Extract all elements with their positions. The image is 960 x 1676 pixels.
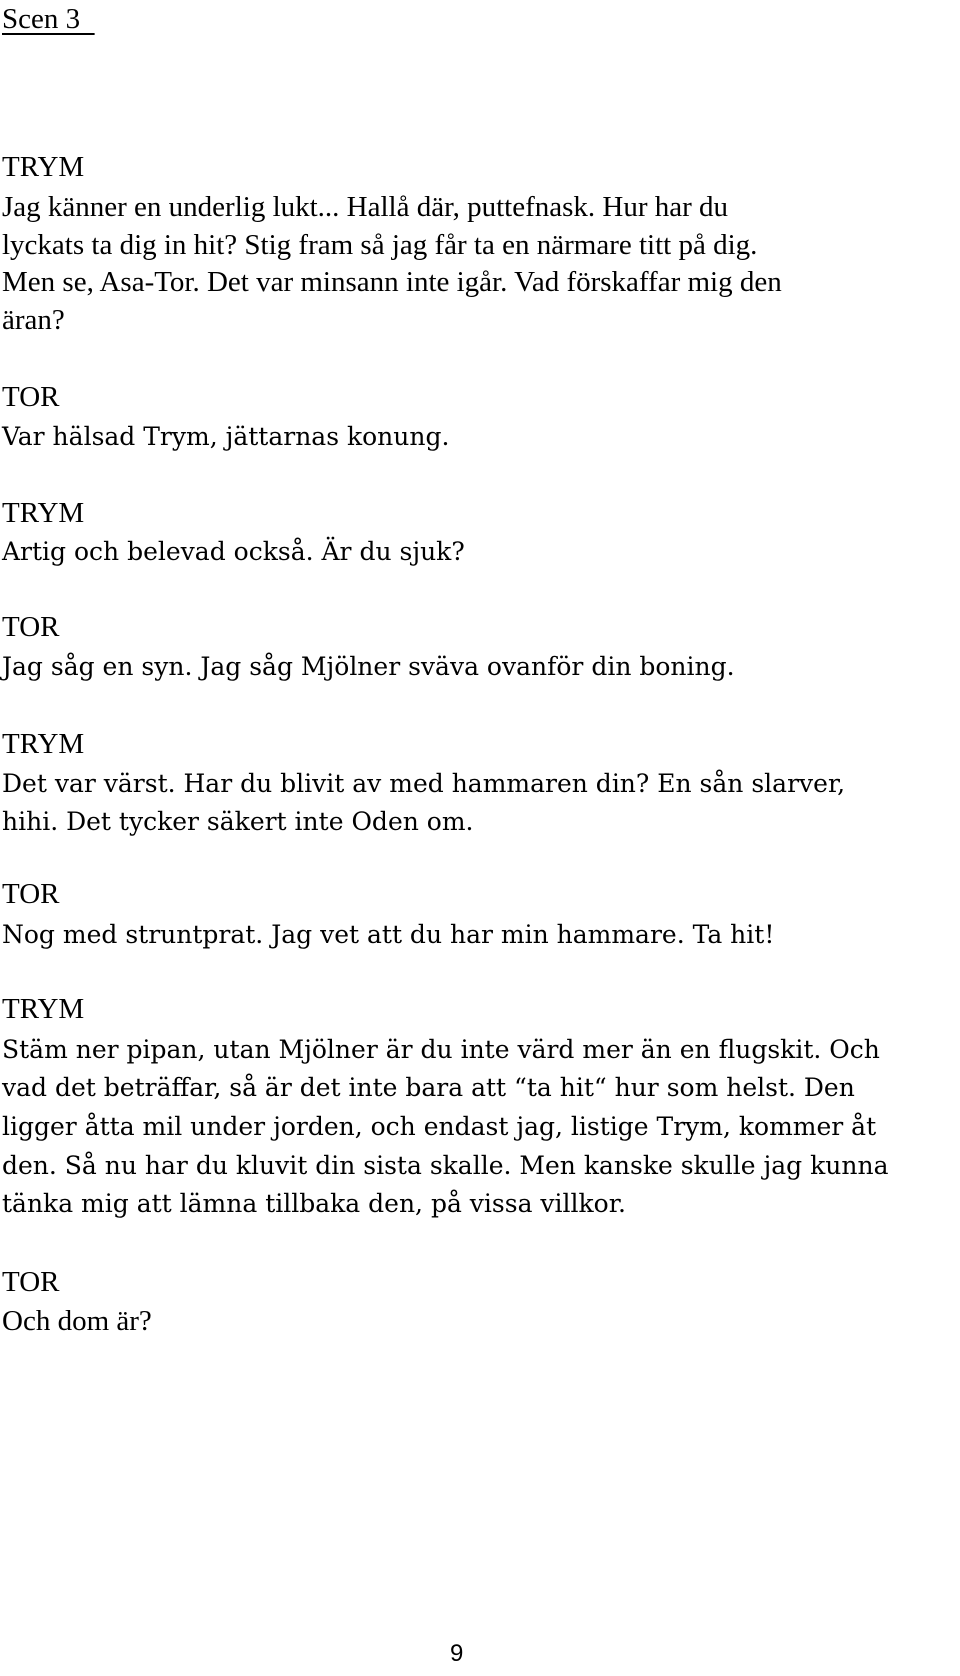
dialogue-line: Artig och belevad också. Är du sjuk? bbox=[2, 537, 465, 566]
speaker-name: TRYM bbox=[2, 993, 85, 1025]
speaker-name: TRYM bbox=[2, 497, 85, 529]
dialogue-line: lyckats ta dig in hit? Stig fram så jag får ta en närmare titt på dig. bbox=[2, 229, 758, 261]
dialogue-line: Stäm ner pipan, utan Mjölner är du inte värd mer än en flugskit. Och bbox=[2, 1035, 880, 1064]
speaker-name: TOR bbox=[2, 381, 60, 413]
page-number: 9 bbox=[450, 1640, 464, 1667]
dialogue-line: Det var värst. Har du blivit av med hammaren din? En sån slarver, bbox=[2, 769, 846, 798]
speaker-name: TRYM bbox=[2, 728, 85, 760]
scene-heading: Scen 3 bbox=[2, 3, 95, 35]
dialogue-line: Nog med struntprat. Jag vet att du har min hammare. Ta hit! bbox=[2, 920, 775, 949]
dialogue-line: Jag känner en underlig lukt... Hallå där, puttefnask. Hur har du bbox=[2, 191, 729, 223]
dialogue-line: den. Så nu har du kluvit din sista skalle. Men kanske skulle jag kunna bbox=[2, 1151, 889, 1180]
speaker-name: TOR bbox=[2, 878, 60, 910]
dialogue-line: vad det beträffar, så är det inte bara att “ta hit“ hur som helst. Den bbox=[2, 1073, 855, 1102]
speaker-name: TRYM bbox=[2, 151, 85, 183]
dialogue-line: tänka mig att lämna tillbaka den, på vissa villkor. bbox=[2, 1189, 626, 1218]
dialogue-line: Var hälsad Trym, jättarnas konung. bbox=[2, 422, 450, 451]
dialogue-line: ligger åtta mil under jorden, och endast jag, listige Trym, kommer åt bbox=[2, 1112, 877, 1141]
dialogue-line: Och dom är? bbox=[2, 1305, 152, 1337]
dialogue-line: Jag såg en syn. Jag såg Mjölner sväva ovanför din boning. bbox=[2, 652, 735, 681]
speaker-name: TOR bbox=[2, 1266, 60, 1298]
speaker-name: TOR bbox=[2, 611, 60, 643]
dialogue-line: äran? bbox=[2, 304, 65, 336]
dialogue-line: Men se, Asa-Tor. Det var minsann inte igår. Vad förskaffar mig den bbox=[2, 266, 782, 298]
dialogue-line: hihi. Det tycker säkert inte Oden om. bbox=[2, 807, 474, 836]
